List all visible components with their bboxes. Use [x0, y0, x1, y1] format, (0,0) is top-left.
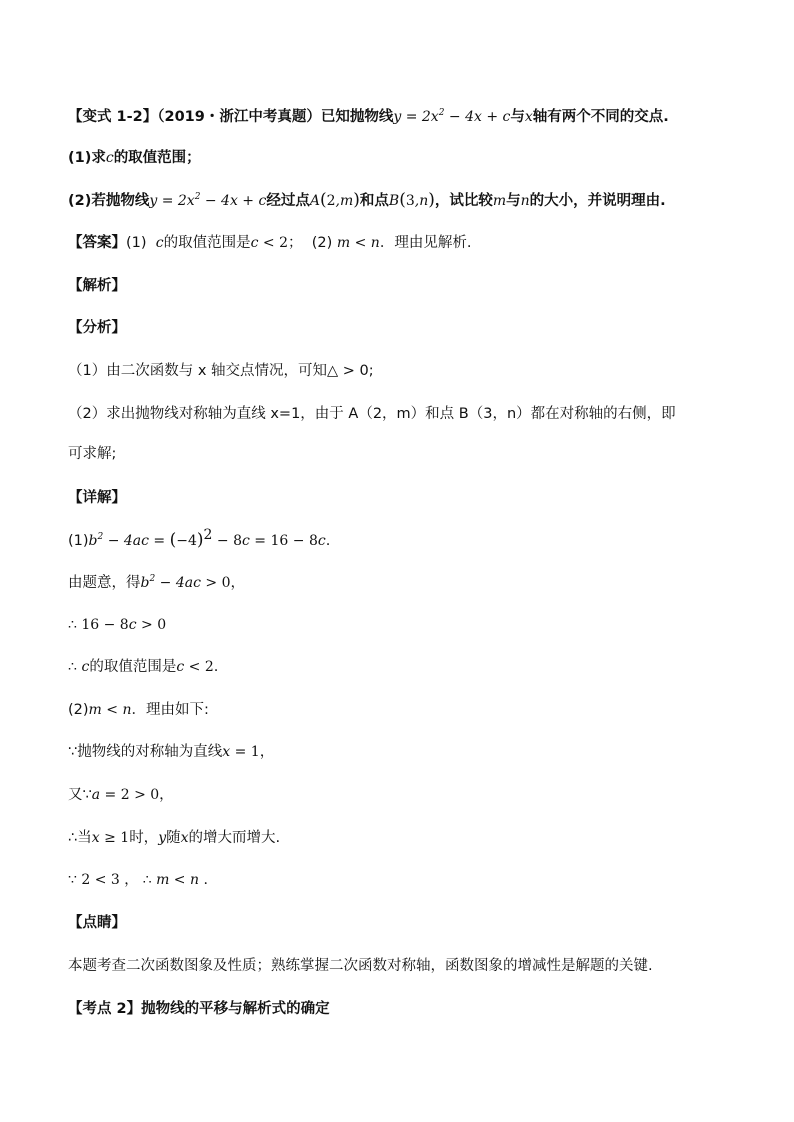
text: ．理由如下: [131, 702, 209, 718]
math-a: a = 2 > 0 [91, 787, 160, 803]
math-inequality: c < 2 [250, 235, 289, 251]
text: (1)求 [68, 150, 106, 166]
text: 和点 [359, 193, 389, 209]
math-axis: x = 1 [222, 744, 260, 760]
text: 的大小，并说明理由. [529, 193, 666, 209]
math-because: ∵ 2 < 3 ， ∴ m < n . [68, 872, 208, 888]
point-b: B(3,n) [388, 190, 435, 210]
question-part-2 [68, 190, 666, 211]
math-inequality: m < n [336, 235, 380, 251]
text: (2) [311, 235, 333, 251]
text: 经过点 [266, 193, 310, 209]
text: ， [159, 787, 174, 803]
text: (1) [68, 533, 89, 549]
math-delta: △ > 0; [327, 363, 374, 379]
detail-step-8 [68, 828, 280, 848]
text: （1）由二次函数与 x 轴交点情况，可知 [68, 363, 328, 379]
question-text: 与 [510, 109, 525, 125]
math-x-ge-1: x ≥ 1 [91, 830, 130, 846]
question-label: 【变式 1-2】 [68, 109, 158, 125]
text: 【考点 2】 [68, 1001, 142, 1017]
fenxi-step-2: （2）求出抛物线对称轴为直线 x=1，由于 A（2，m）和点 B（3，n）都在对称轴的右侧，即 [68, 406, 676, 422]
math-c: c [81, 659, 90, 675]
text: (2)若抛物线 [68, 193, 150, 209]
parabola-equation: $y = 2x^2 - 4x + c$ [393, 108, 511, 125]
math-n: n [520, 193, 530, 209]
text: ， [230, 575, 245, 591]
detail-step-9 [68, 870, 208, 890]
fenxi-step-1 [68, 361, 374, 381]
discriminant-ineq: $b^2 - 4ac > 0$ [140, 574, 231, 591]
text: (2) [68, 702, 89, 718]
text: 的增大而增大. [188, 830, 281, 846]
math-x: x [524, 109, 533, 125]
text: 又∵ [68, 787, 92, 803]
detail-step-3 [68, 615, 166, 635]
question-line [68, 107, 669, 127]
parabola-equation: $y = 2x^2 - 4x + c$ [149, 192, 267, 209]
math-m: m [492, 193, 507, 209]
fenxi-step-2-cont: 可求解; [68, 446, 117, 462]
text: 随 [166, 830, 181, 846]
question-text: 已知抛物线 [320, 109, 394, 125]
text: 的取值范围是 [89, 659, 177, 675]
text: (1) [126, 235, 147, 251]
point-a: A(2,m) [309, 190, 360, 210]
text: ∵抛物线的对称轴为直线 [68, 744, 223, 760]
fenxi-label: 【分析】 [68, 320, 126, 336]
text: 由题意，得 [68, 575, 141, 591]
math-therefore: ∴ 16 − 8c > 0 [68, 617, 167, 633]
math-y: y [158, 830, 167, 846]
question-part-1 [68, 148, 201, 168]
text: ．理由见解析. [379, 235, 472, 251]
detail-step-6 [68, 742, 274, 762]
math-inequality: m < n [88, 702, 132, 718]
math-inequality: c < 2 [176, 659, 214, 675]
text: ，试比较 [434, 193, 493, 209]
text: 与 [506, 193, 521, 209]
text: 的取值范围是 [163, 235, 251, 251]
question-source: （2019・浙江中考真题） [157, 109, 321, 125]
discriminant: $b^2 - 4ac = (-4)^2 - 8c = 16 - 8c$ [88, 527, 326, 550]
math-c: c [105, 150, 114, 166]
detail-label: 【详解】 [68, 490, 126, 506]
detail-step-1: $(1)b^2 - 4ac = (-4)^2 - 8c = 16 - 8c$. [68, 527, 331, 550]
text: ， [259, 744, 275, 760]
dianjing-text: 本题考查二次函数图象及性质；熟练掌握二次函数对称轴，函数图象的增减性是解题的关键. [68, 958, 653, 974]
math-c: c [155, 235, 164, 251]
analysis-label: 【解析】 [68, 278, 126, 294]
detail-step-4: ∴ c的取值范围是c < 2. [68, 659, 219, 675]
next-section-heading [68, 999, 330, 1019]
answer-label: 【答案】 [68, 235, 126, 251]
question-text: 轴有两个不同的交点. [532, 109, 669, 125]
text: 时， [129, 830, 159, 846]
detail-step-5 [68, 700, 209, 720]
text: 抛物线的平移与解析式的确定 [141, 1001, 330, 1017]
dianjing-label: 【点睛】 [68, 915, 126, 931]
detail-step-2 [68, 573, 245, 593]
text: ； [288, 235, 303, 251]
answer-line [68, 233, 471, 253]
text: 的取值范围； [113, 150, 201, 166]
text: ∴当 [68, 830, 92, 846]
math-x: x [180, 830, 189, 846]
detail-step-7 [68, 785, 174, 805]
therefore-symbol: ∴ [68, 659, 77, 675]
